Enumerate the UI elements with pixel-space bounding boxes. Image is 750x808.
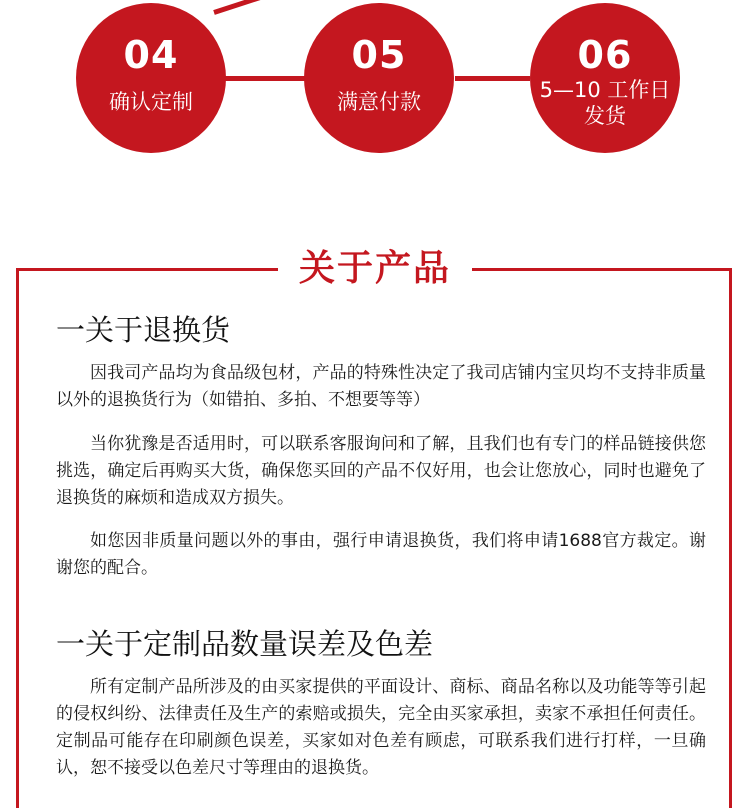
step-label-line1: 5—10 工作日 (539, 78, 671, 102)
step-connector-incoming (213, 0, 291, 15)
section-title: 关于产品 (278, 244, 472, 294)
step-connector-1 (225, 76, 305, 81)
custom-quantity-heading: 一关于定制品数量误差及色差 (56, 627, 434, 661)
step-label (530, 77, 680, 129)
step-number: 06 (577, 33, 633, 77)
returns-paragraph-1: 因我司产品均为食品级包材，产品的特殊性决定了我司店铺内宝贝均不支持非质量以外的退换货行为（如错拍、多拍、不想要等等） (56, 363, 706, 410)
process-steps (0, 0, 750, 170)
step-number: 04 (123, 33, 179, 77)
step-label: 确认定制 (109, 90, 193, 114)
step-06 (530, 3, 680, 153)
step-label: 满意付款 (337, 90, 421, 114)
returns-heading: 一关于退换货 (56, 313, 231, 347)
custom-paragraph-1: 所有定制产品所涉及的由买家提供的平面设计、商标、商品名称以及功能等等引起的侵权纠纷、法律责任及生产的索赔或损失，完全由买家承担，卖家不承担任何责任。定制品可能存在印刷颜色误差，买家如对色差有顾虑，可联系我们进行打样，一旦确认，恕不接受以色差尺寸等理由的退换货。 (56, 677, 706, 778)
step-label-line2: 发货 (584, 104, 626, 128)
step-04 (76, 3, 226, 153)
step-connector-2 (455, 76, 530, 81)
step-05 (304, 3, 454, 153)
returns-paragraph-3: 如您因非质量问题以外的事由，强行申请退换货，我们将申请1688官方裁定。谢谢您的配合。 (56, 531, 706, 578)
returns-paragraph-2: 当你犹豫是否适用时，可以联系客服询问和了解，且我们也有专门的样品链接供您挑选，确定后再购买大货，确保您买回的产品不仅好用，也会让您放心，同时也避免了退换货的麻烦和造成双方损失。 (56, 434, 706, 508)
step-number: 05 (351, 33, 407, 77)
